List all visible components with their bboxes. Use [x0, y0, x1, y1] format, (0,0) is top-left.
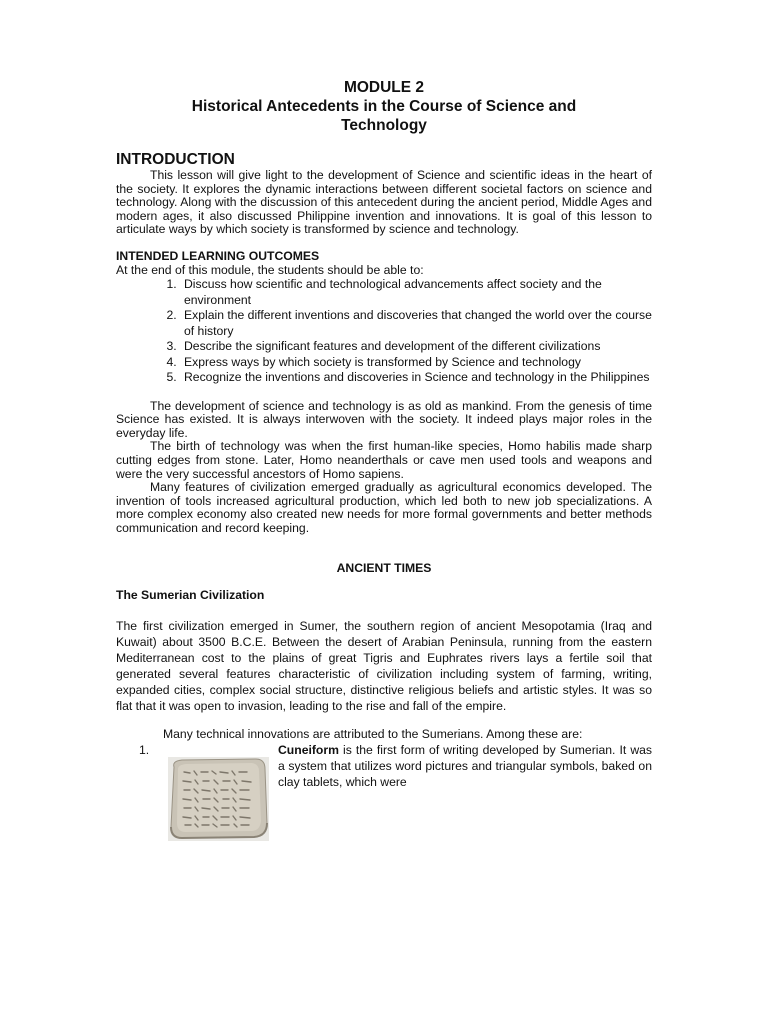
- outcomes-lead: At the end of this module, the students should be able to:: [116, 262, 424, 277]
- cuneiform-tablet-image: [168, 757, 269, 841]
- outcomes-heading: INTENDED LEARNING OUTCOMES: [116, 248, 320, 263]
- body-paragraph-3: Many features of civilization emerged gradually as agricultural economics developed. The invention of tools increased agricultural production, which led both to new job specializations. A more complex economy also created new needs for more formal governments and better methods communication and record keeping.: [116, 480, 652, 535]
- body-paragraph-2: The birth of technology was when the first human-like species, Homo habilis made sharp cutting edges from stone. Later, Homo neanderthals or cave men used tools and weapons and were the very successful ancestors of Homo sapiens.: [116, 439, 652, 481]
- ancient-times-heading: ANCIENT TIMES: [336, 560, 432, 575]
- sumerian-heading: The Sumerian Civilization: [116, 587, 265, 602]
- outcome-item: 1. Discuss how scientific and technological advancements affect society and the environment: [180, 277, 652, 308]
- innovations-lead: Many technical innovations are attributed to the Sumerians. Among these are:: [163, 726, 583, 741]
- introduction-heading: INTRODUCTION: [116, 151, 235, 168]
- outcome-item: 4. Express ways by which society is transformed by Science and technology: [180, 355, 652, 371]
- cuneiform-description: [278, 742, 652, 791]
- sumerian-paragraph: The first civilization emerged in Sumer, the southern region of ancient Mesopotamia (Iraq and Kuwait) about 3500 B.C.E. Between the desert of Arabian Peninsula, running from the eastern Mediterranean cost to the plains of great Tigris and Euphrates rivers lays a fertile soil that generated several features characteristic of civilization including system of farming, writing, expanded cities, complex social structure, distinctive religious beliefs and artistic styles. It was so flat that it was open to invasion, leading to the rise and fall of the empire.: [116, 618, 652, 713]
- outcome-item: 2. Explain the different inventions and discoveries that changed the world over the course of history: [180, 308, 652, 339]
- cuneiform-text: is the first form of writing developed by Sumerian. It was a system that utilizes word pictures and triangular symbols, baked on clay tablets, which were: [278, 742, 652, 790]
- item-number: 1.: [139, 742, 150, 757]
- module-title-line1: Historical Antecedents in the Course of Science and: [191, 98, 577, 115]
- module-title-line2: Technology: [341, 117, 427, 134]
- outcomes-list: [116, 277, 652, 386]
- outcome-item: 5. Recognize the inventions and discoveries in Science and technology in the Philippines: [180, 370, 652, 386]
- module-label: MODULE 2: [343, 79, 425, 96]
- outcome-item: 3. Describe the significant features and development of the different civilizations: [180, 339, 652, 355]
- body-paragraph-1: The development of science and technology is as old as mankind. From the genesis of time Science has existed. It is always interwoven with the society. It indeed plays major roles in the everyday life.: [116, 398, 652, 440]
- document-page: [116, 78, 652, 852]
- cuneiform-item: [116, 742, 652, 852]
- cuneiform-term: Cuneiform: [278, 742, 339, 757]
- introduction-paragraph: This lesson will give light to the development of Science and scientific ideas in the heart of the society. It explores the dynamic interactions between different societal factors on science and technology. Along with the discussion of this antecedent during the ancient period, Middle Ages and modern ages, it also discussed Philippine invention and innovations. It is goal of this lesson to articulate ways by which society is transformed by science and technology.: [116, 168, 652, 237]
- module-title-block: [116, 78, 652, 135]
